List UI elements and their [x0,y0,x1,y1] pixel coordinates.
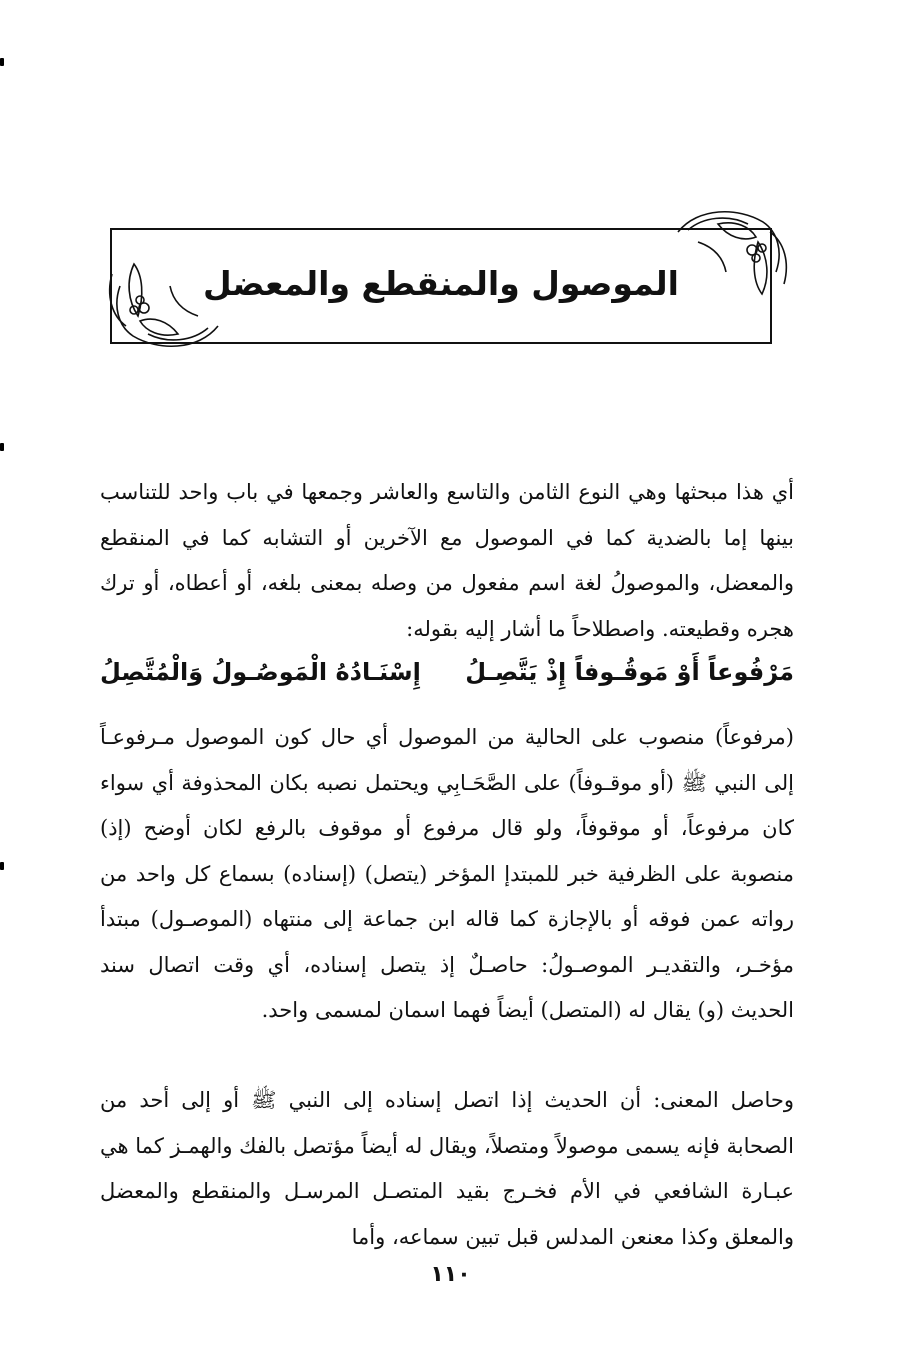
page-number: ١١٠ [430,1262,471,1287]
paragraph: (مرفوعاً) منصوب على الحالية من الموصول أي حال كون الموصول مـرفوعـاً إلى النبي ﷺ (أو موقـوفاً) على الصَّحَـابِي ويحتمل نصبه بكان المحذوفة أي سواء كان مرفوعاً، أو موقوفاً، ولو قال مرفوع أو موقوف بالرفع لكان أوضح (إذ) منصوبة على الظرفية خبر للمبتدإ المؤخر (يتصل) (إسناده) بسماع كل واحد من رواته عمن فوقه أو بالإجازة كما قاله ابن جماعة إلى منتهاه (الموصـول) مبتدأ مؤخـر، والتقديـر الموصـولُ: حاصـلٌ إذ يتصل إسناده، أي وقت اتصال سند الحديث (و) يقال له (المتصل) أيضاً فهما اسمان لمسمى واحد. [100,725,794,1022]
chapter-title: الموصول والمنقطع والمعضل [203,264,679,303]
scan-edge-mark [0,862,4,870]
verse-second-hemistich: مَرْفُوعاً أَوْ مَوقُـوفاً إِذْ يَتَّصِـلُ [465,658,794,686]
scan-edge-mark [0,443,4,451]
scan-edge-mark [0,58,4,66]
verse-first-hemistich: إِسْنَـادُهُ الْمَوصُـولُ وَالْمُتَّصِلُ [100,658,421,686]
verse-line [100,658,794,698]
chapter-title-frame [110,228,772,344]
paragraph: وحاصل المعنى: أن الحديث إذا اتصل إسناده إلى النبي ﷺ أو إلى أحد من الصحابة فإنه يسمى موصولاً ومتصلاً، ويقال له أيضاً مؤتصل بالفك والهمـز كما هي عبـارة الشافعي في الأم فخـرج بقيد المتصـل المرسـل والمنقطع والمعضل والمعلق وكذا معنعن المدلس قبل تبين سماعه، وأما [100,1088,794,1249]
paragraph: أي هذا مبحثها وهي النوع الثامن والتاسع والعاشر وجمعها في باب واحد للتناسب بينها إما بالضدية كما في الموصول مع الآخرين أو التشابه كما في المنقطع والمعضل، والموصولُ لغة اسم مفعول من وصله بمعنى بلغه، أو أعطاه، أو ترك هجره وقطيعته. واصطلاحاً ما أشار إليه بقوله: [100,480,794,641]
floral-ornament-icon [98,246,238,356]
